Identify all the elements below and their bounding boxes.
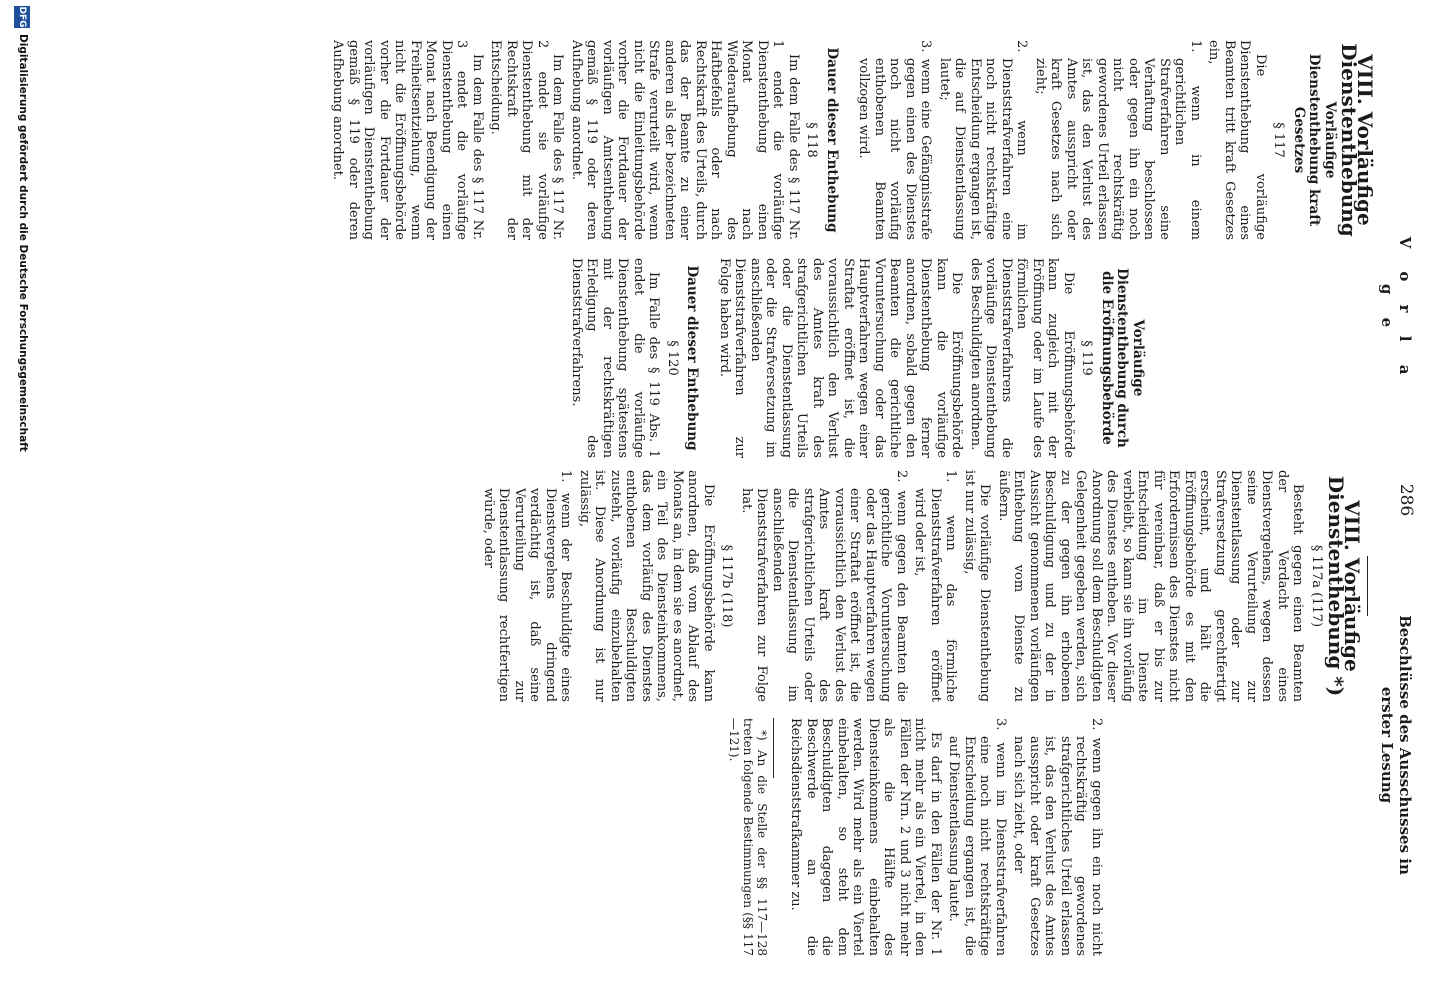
paragraph-text: Die Eröffnungsbehörde kann anordnen, daß vom Ablauf des Monats an, in dem sie es anordnet, ein Teil des Diensteinkommens, das dem vorläufig des Dienstes enthobenen Beschuldigten zusteht, vorläufig einzubehalten ist. Diese Anordnung ist nur zulässig, xyxy=(577,470,716,702)
section-title: VIII. Vorläufige Dienstenthebung *) xyxy=(1324,475,1364,697)
header-rule xyxy=(1367,556,1368,616)
paragraph-text: Es darf in den Fällen der Nr. 1 nicht mehr als ein Viertel, in den Fällen der Nrn. 2 und 3 nicht mehr als die Hälfte des Diensteinkommens einbehalten werden. Wird mehr als ein Viertel einbehalten, so steht dem Beschuldigten dagegen die Beschwerde an die Reichsdienststrafkammer zu. xyxy=(788,718,943,956)
list-item: 2. wenn gegen den Beamten die gerichtliche Voruntersuchung oder das Hauptverfahren wegen einer Straftat eröffnet ist, die voraussichtlich den Verlust des Amtes kraft des strafgerichtlichen Urteils oder die Dienstentlassung im anschließenden Dienststrafverfahren zur Folge hat. xyxy=(739,470,909,702)
list-item: 1. wenn in einem gerichtlichen Strafverfahren seine Verhaftung beschlossen oder gegen ihn ein noch nicht rechtskräftig gewordenes Urteil erlassen ist, das den Verlust des Amtes ausspricht oder kraft Gesetzes nach sich zieht; xyxy=(1033,40,1203,240)
list-item: 2. wenn gegen ihn ein noch nicht rechtskräftig gewordenes strafgerichtliches Urteil erlassen ist, das den Verlust des Amtes ausspricht oder kraft Gesetzes nach sich zieht, oder xyxy=(1011,718,1104,956)
list-item: 3. wenn im Dienststrafverfahren eine noch nicht rechtskräftige Entscheidung ergangen ist, die auf Dienstentlassung lautet. xyxy=(946,718,1008,956)
list-item: 2. wenn im Dienststrafverfahren eine noch nicht rechtskräftige Entscheidung ergangen ist, die auf Dienstentlassung lautet; xyxy=(937,40,1030,240)
paragraph-text: Besteht gegen einen Beamten der Verdacht eines Dienstvergehens, wegen dessen seine Verurteilung zur Dienstentlassung oder zur Strafversetzung gerechtfertigt erscheint, und hält die Eröffnungsbehörde es mit den Erfordernissen des Dienstes nicht für vereinbar, daß er bis zur Entscheidung im Dienste verbleibt, so kann sie ihn vorläufig des Dienstes entheben. Vor dieser Anordnung soll dem Beschuldigten Gelegenheit gegeben werden, sich zu der gegen ihn erhobenen Beschuldigung und zu der in Aussicht genommenen vorläufigen Enthebung vom Dienste zu äußern. xyxy=(996,470,1306,702)
paragraph-text: Im Falle des § 119 Abs. 1 endet die vorläufige Dienstenthebung spätestens mit der rechtskräftigen Erledigung des Dienststrafverfahrens. xyxy=(569,258,662,458)
footnote: *) An die Stelle der §§ 117—128 treten folgende Bestimmungen (§§ 117—121). xyxy=(727,718,769,956)
header-beschluesse: Beschlüsse des Ausschusses in erster Lesung xyxy=(1378,615,1414,875)
paragraph-text: Im dem Falle des § 117 Nr. 2 endet sie vorläufige Dienstenthebung mit der Rechtskraft der Entscheidung. xyxy=(488,40,566,240)
paragraph-text: Die Eröffnungsbehörde kann zugleich mit der Eröffnung oder im Laufe des förmlichen Dienststrafverfahrens die vorläufige Dienstenthebung des Beschuldigten anordnen. xyxy=(968,258,1076,458)
paragraph-number: § 120 xyxy=(665,340,680,376)
page-number: 286 xyxy=(1396,483,1416,517)
subsection-title: Dauer dieser Enthebung xyxy=(824,47,840,233)
page-header xyxy=(1378,0,1422,1000)
paragraph-number: § 119 xyxy=(1079,340,1095,376)
paragraph-text: Die vorläufige Dienstenthebung ist nur zulässig, xyxy=(962,470,993,702)
column-beschluesse-1 xyxy=(478,470,1375,702)
digitization-credit-bar xyxy=(4,0,38,1000)
paragraph-text: Die Eröffnungsbehörde kann die vorläufige Dienstenthebung ferner anordnen, sobald gegen den Beamten die gerichtliche Voruntersuchung oder das Hauptverfahren wegen einer Straftat eröffnet ist, die voraussichtlich den Verlust des Amtes kraft des strafgerichtlichen Urteils oder die Dienstentlassung oder die Strafversetzung im anschließenden Dienststrafverfahren zur Folge haben wird. xyxy=(717,258,965,458)
footnote-rule xyxy=(773,718,774,778)
paragraph-text: Die vorläufige Dienstenthebung eines Beamten tritt kraft Gesetzes ein, xyxy=(1206,40,1268,240)
dfg-logo-icon: DFG xyxy=(14,6,30,28)
column-vorlage-1 xyxy=(327,40,1377,240)
paragraph-text: Im dem Falle des § 117 Nr. 1 endet die vorläufige Dienstenthebung einen Monat nach Wiederaufhebung des Haftbefehls oder nach Rechtskraft des Urteils, durch das der Beamte zu einer anderen als der bezeichneten Strafe verurteilt wird, wenn nicht die Einleitungsbehörde vorher die Fortdauer der vorläufigen Amtsenthebung gemäß § 119 oder deren Aufhebung anordnet. xyxy=(569,40,801,240)
paragraph-number: § 118 xyxy=(804,122,820,158)
subsection-title: Vorläufige Dienstenthebung durch die Eröffnungsbehörde xyxy=(1099,268,1146,448)
paragraph-number: § 117b (118) xyxy=(719,544,735,628)
column-vorlage-2 xyxy=(566,258,1375,458)
digitization-credit: Digitalisierung gefördert durch die Deutsche Forschungsgemeinschaft xyxy=(17,34,29,452)
paragraph-number: § 117a (117) xyxy=(1309,544,1324,628)
header-vorlage: V o r l a g e xyxy=(1378,236,1414,384)
paragraph-text: Im dem Falle des § 117 Nr. 3 endet die vorläufige Dienstenthebung einen Monat nach Beendigung der Freiheitsentziehung, wenn nicht die Eröffnungsbehörde vorher die Fortdauer der vorläufigen Dienstenthebung gemäß § 119 oder deren Aufhebung anordnet. xyxy=(330,40,485,240)
subsection-title: Dauer dieser Enthebung xyxy=(684,265,701,451)
column-beschluesse-2 xyxy=(715,718,1374,956)
paragraph-number: § 117 xyxy=(1271,122,1287,158)
list-item: 1. wenn der Beschuldigte eines Dienstvergehens dringend verdächtig ist, daß seine Verurteilung zur Dienstentlassung rechtfertigen würde, oder xyxy=(481,470,574,702)
subsection-title: Vorläufige Dienstenthebung kraft Gesetzes xyxy=(1291,53,1338,227)
list-item: 3. wenn eine Gefängnisstrafe gegen einen des Dienstes noch nicht vorläufig enthobenen Beamten vollzogen wird. xyxy=(856,40,934,240)
section-title: VIII. Vorläufige Dienstenthebung xyxy=(1337,43,1377,237)
list-item: 1. wenn das förmliche Dienststrafverfahren eröffnet wird oder ist, xyxy=(912,470,959,702)
